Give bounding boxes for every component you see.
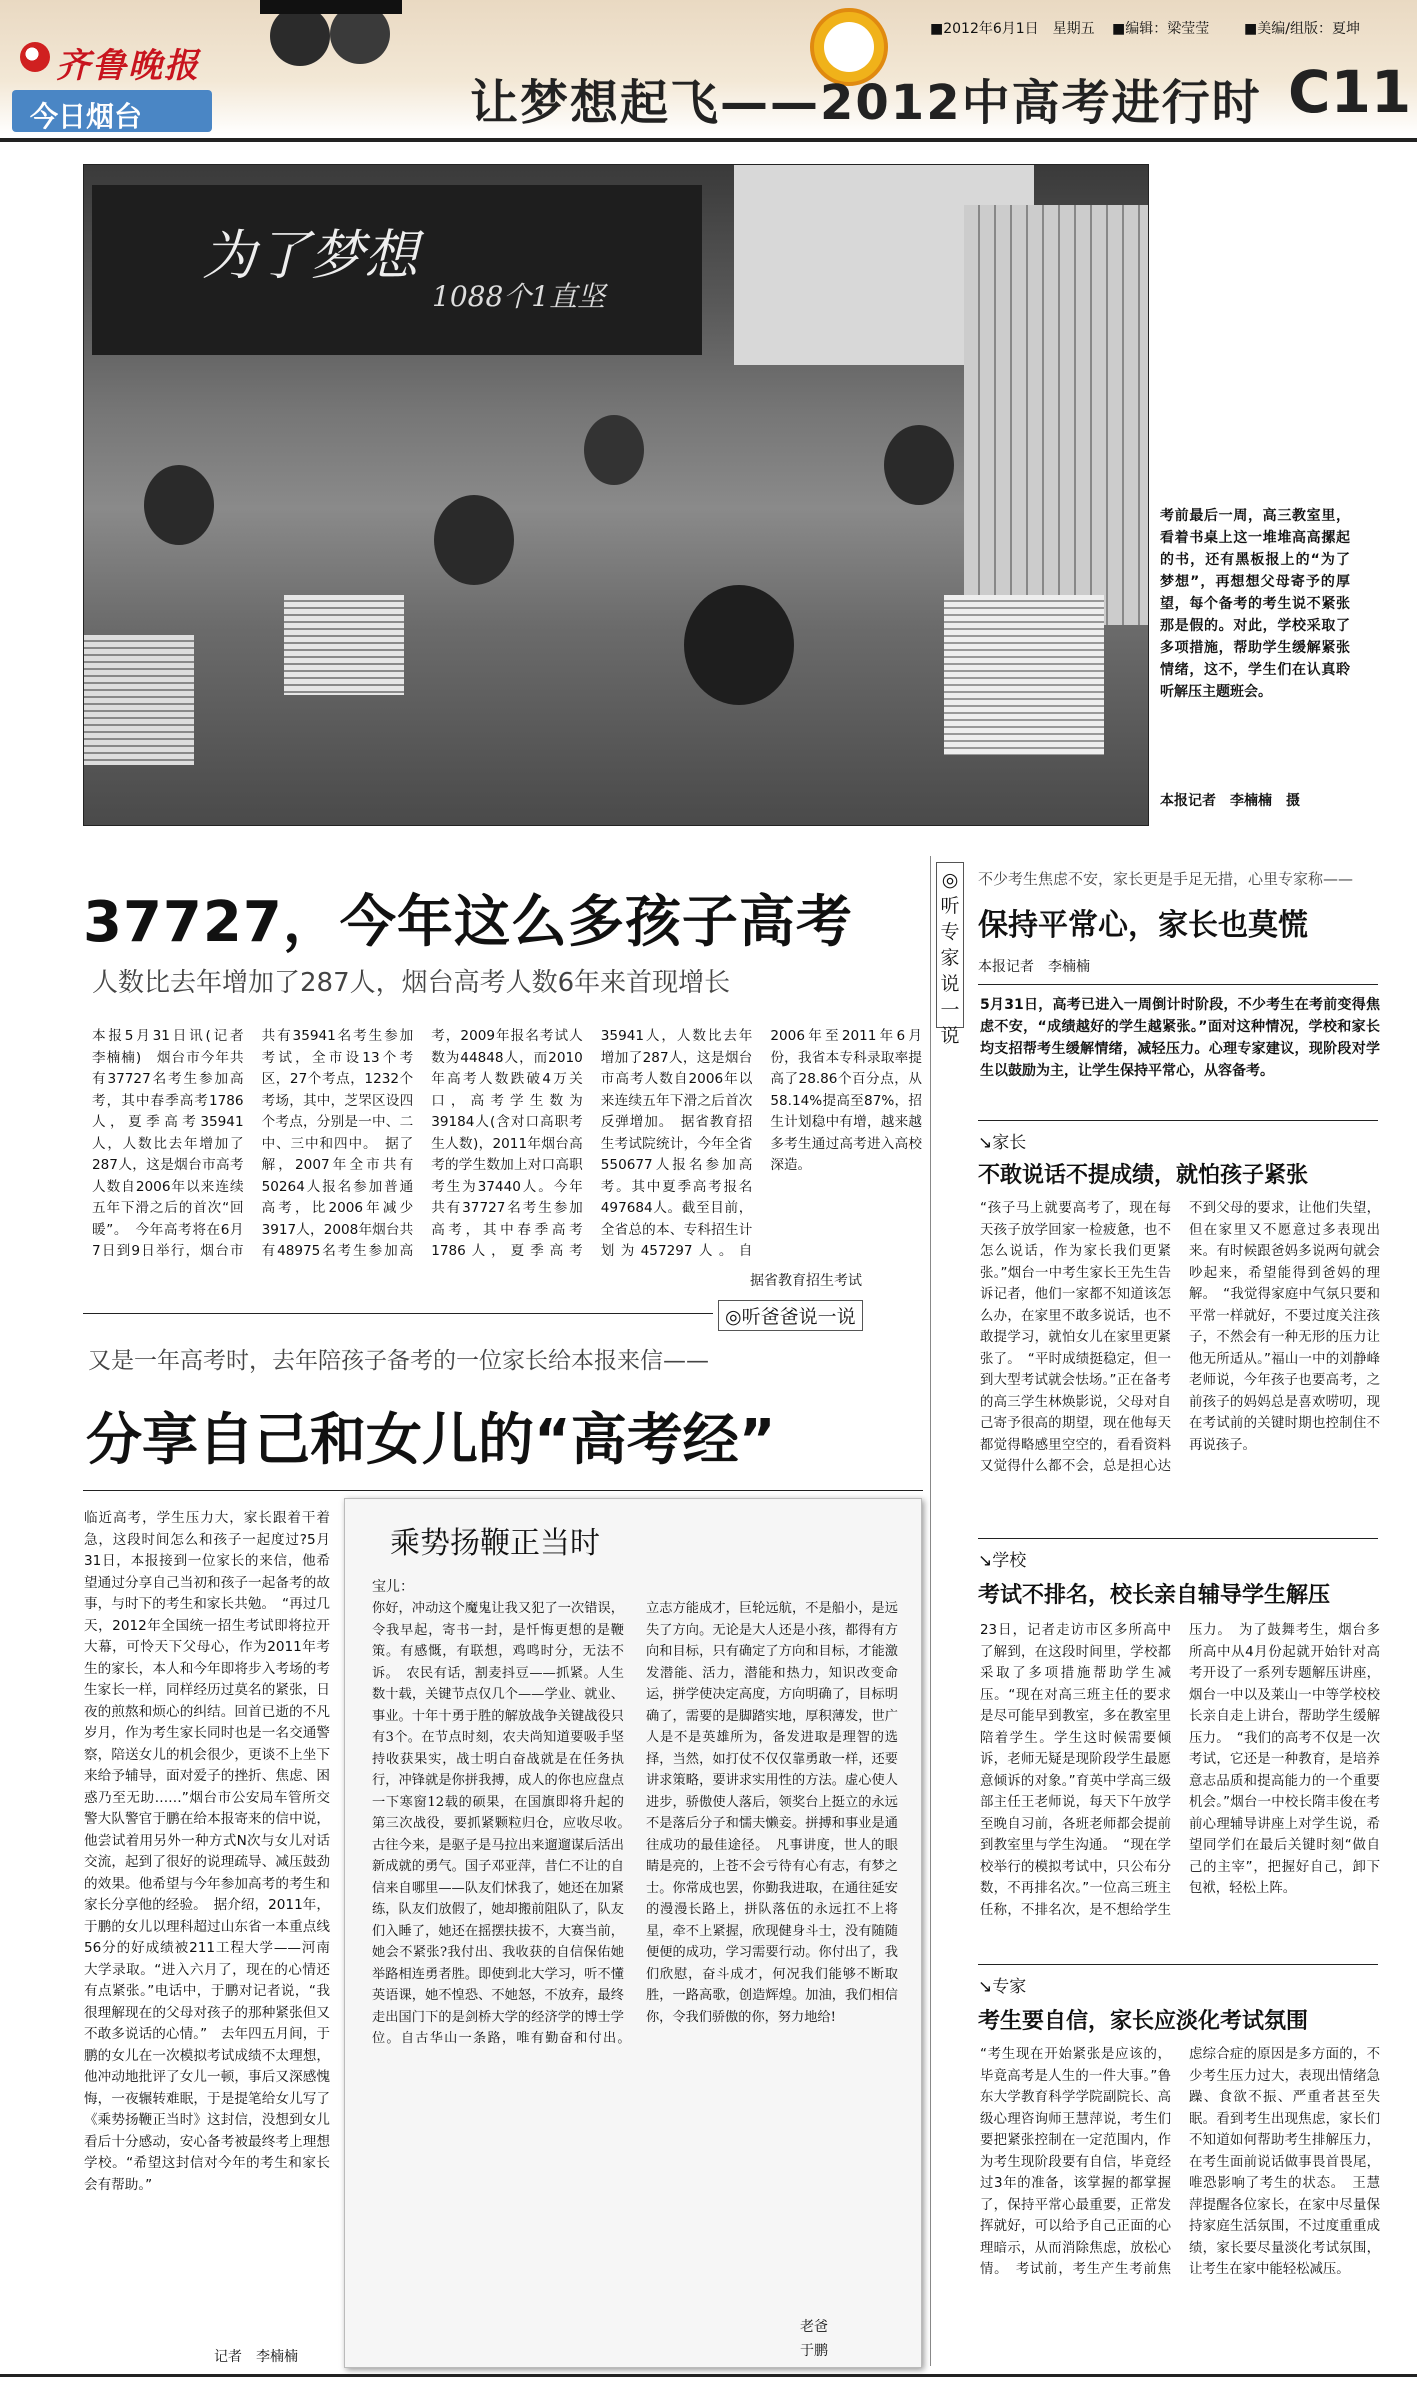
book-stack [284,595,404,695]
story2-title: 分享自己和女儿的“高考经” [86,1408,776,1473]
story1-body: 本报5月31日讯(记者 李楠楠) 烟台市今年共有37727名考生参加高考，其中春季高考1786人，夏季高考35941人，人数比去年增加了287人，这是烟台市高考人数自2006年以来连续五年下滑之后的首次“回暖”。 今年高考将在6月7日到9日举行，烟台市共有35941名考生参加考试，全市设13个考区，27个考点，1232个考场，其中，芝罘区设四个考点，分别是一中、二中、三中和四中。 据了解，2007年全市共有50264人报名参加普通高考，比2006年减少3917人，2008年烟台共有48975名考生参加高考，2009年报名考试人数为44848人，而2010年高考人数跌破4万关口，高考学生数为39184人(含对口高职考生人数)，2011年烟台高考的学生数加上对口高职考生为37440人。今年共有37727名考生参加高考，其中春季高考1786人，夏季高考35941人，人数比去年增加了287人，这是烟台市高考人数自2006年以来连续五年下滑之后首次反弹增加。 据省教育招生考试院统计，今年全省550677人报名参加高考。其中夏季高考报名497684人。截至目前，全省总的本、专科招生计划为457297人。自2006年至2011年6月份，我省本专科录取率提高了28.86个百分点，从58.14%提高至87%，招生计划稳中有增，越来越多考生通过高考进入高校深造。 [92,1028,922,1259]
sub3-body: “考生现在开始紧张是应该的，毕竟高考是人生的一件大事。”鲁东大学教育科学学院副院长、高级心理咨询师王慧萍说，考生们要把紧张控制在一定范围内，作为考生现阶段要有自信，毕竟经过3年的准备，该掌握的都掌握了，保持平常心最重要，正常发挥就好，可以给予自己正面的心理暗示，从而消除焦虑，放松心情。 考试前，考生产生考前焦虑综合症的原因是多方面的，不少考生压力过大，表现出情绪急躁、食欲不振、严重者甚至失眠。看到考生出现焦虑，家长们不知道如何帮助考生排解压力，在考生面前说话做事畏首畏尾，唯恐影响了考生的状态。 王慧萍提醒各位家长，在家中尽量保持家庭生活氛围，不过度重重成绩，家长要尽量淡化考试氛围，让考生在家中能轻松减压。 [980,2047,1380,2277]
blackboard [92,185,702,355]
header-rule [0,138,1417,142]
footer-rule [0,2374,1417,2377]
story3-byline: 本报记者 李楠楠 [978,959,1090,975]
column-tag-dad: ◎听爸爸说一说 [718,1300,863,1331]
meta-editor: ■编辑：梁莹莹 [1112,21,1210,37]
column-tag-expert: ◎听专家说一说 [936,862,964,1028]
newspaper-logo: 齐鲁晚报 [56,46,200,86]
story3-kicker: 不少考生焦虑不安，家长更是手足无措，心里专家称—— [978,870,1354,888]
sub1-body: “孩子马上就要高考了，现在每天孩子放学回家一检疲惫，也不怎么说话，作为家长我们更紧张。”烟台一中考生家长王先生告诉记者，他们一家都不知道该怎么办，在家里不敢多说话，也不敢提学习，就怕女儿在家里更紧张了。 “平时成绩挺稳定，但一到大型考试就会怯场。”正在备考的高三学生林焕影说，父母对自己寄予很高的期望，现在他每天都觉得略感里空空的，看看资料又觉得什么都不会，总是担心达不到父母的要求，让他们失望，但在家里又不愿意过多表现出来。有时候跟爸妈多说两句就会吵起来，希望能得到爸妈的理解。 “我觉得家庭中气氛只要和平常一样就好，不要过度关注孩子，不然会有一种无形的压力让他无所适从。”福山一中的刘静峰老师说，今年孩子也要高考，之前孩子的妈妈总是喜欢唠叨，现在考试前的关键时期也控制住不再说孩子。 [980,1201,1380,1474]
book-stack [944,595,1104,755]
story3-title: 保持平常心，家长也莫慌 [978,908,1308,943]
story1-credit: 据省教育招生考试 [750,1273,862,1289]
photo-credit: 本报记者 李楠楠 摄 [1160,793,1300,809]
page-number: C11 [1288,58,1412,126]
sub2-title: 考试不排名，校长亲自辅导学生解压 [978,1583,1331,1608]
story2-credit: 记者 李楠楠 [214,2349,298,2365]
letter-greeting: 宝儿： [372,1579,414,1595]
section-label: 今日烟台 [30,100,143,133]
meta-art: ■美编/组版：夏坤 [1244,21,1360,37]
letter-sign-2: 于鹏 [800,2343,828,2359]
story1-title: 37727，今年这么多孩子高考 [83,890,853,955]
window [964,205,1149,625]
sub1-rule [978,1538,1378,1539]
story3-lead: 5月31日，高考已进入一周倒计时阶段，不少考生在考前变得焦虑不安，“成绩越好的学生越紧张。”面对这种情况，学校和家长均支招帮考生缓解情绪，减轻压力。心理专家建议，现阶段对学生以鼓励为主，让学生保持平常心，从容备考。 [980,997,1380,1079]
story2-body: 临近高考，学生压力大，家长跟着干着急，这段时间怎么和孩子一起度过?5月31日，本报接到一位家长的来信，他希望通过分享自己当初和孩子一起备考的故事，与时下的考生和家长共勉。 “再过几天，2012年全国统一招生考试即将拉开大幕，可怜天下父母心，作为2011年考生的家长，本人和今年即将步入考场的考生家长一样，同样经历过莫名的紧张，日夜的煎熬和烦心的纠结。回首已逝的不凡岁月，作为考生家长同时也是一名交通警察，陪送女儿的机会很少，更谈不上坐下来给予辅导，面对爱子的挫折、焦虑、困惑乃至无助……”烟台市公安局车管所交警大队警官于鹏在给本报寄来的信中说，他尝试着用另外一种方式N次与女儿对话交流，起到了很好的说理疏导、减压鼓劲的效果。他希望与今年参加高考的考生和家长分享他的经验。 据介绍，2011年，于鹏的女儿以理科超过山东省一本重点线56分的好成绩被211工程大学——河南大学录取。“进入六月了，现在的心情还有点紧张。”电话中，于鹏对记者说，“我很理解现在的父母对孩子的那种紧张但又不敢多说话的心情。” 去年四五月间，于鹏的女儿在一次模拟考试成绩不太理想，他冲动地批评了女儿一顿，事后又深感愧悔，一夜辗转难眠，于是提笔给女儿写了《乘势扬鞭正当时》这封信，没想到女儿看后十分感动，安心备考被最终考上理想学校。“希望这封信对今年的考生和家长会有帮助。” [84,1510,330,2193]
classroom-photo [83,164,1149,826]
blackboard-text: 为了梦想 [202,224,418,287]
story1-subtitle: 人数比去年增加了287人，烟台高考人数6年来首现增长 [92,968,731,998]
story3-rule [978,984,1378,985]
story2-rule [83,1490,923,1491]
sub2-body: 23日，记者走访市区多所高中了解到，在这段时间里，学校都采取了多项措施帮助学生减压。“现在对高三班主任的要求是尽可能早到教室，多在教室里陪着学生。学生这时候需要倾诉，老师无疑是现阶段学生最愿意倾诉的对象。”育英中学高三级部主任王老师说，每天下午放学至晚自习前，各班老师都会提前到教室里与学生沟通。 “现在学校举行的模拟考试中，只公布分数，不再排名次。”一位高三班主任称，不排名次，是不想给学生压力。 为了鼓舞考生，烟台多所高中从4月份起就开始针对高考开设了一系列专题解压讲座，烟台一中以及莱山一中等学校校长亲自走上讲台，帮助学生缓解压力。 “我们的高考不仅是一次考试，它还是一种教育，是培养意志品质和提高能力的一个重要机会。”烟台一中校长隋丰俊在考前心理辅导讲座上对学生说，希望同学们在最后关键时刻“做自己的主宰”，把握好自己，卸下包袱，轻松上阵。 [980,1623,1380,1918]
logo-emblem-icon [20,42,50,72]
book-stack [84,635,194,765]
sub1-tag: ↘家长 [978,1133,1027,1153]
sub2-rule [978,1964,1378,1965]
sub3-title: 考生要自信，家长应淡化考试氛围 [978,2009,1309,2034]
sub3-tag: ↘专家 [978,1977,1027,1997]
banner-title: 让梦想起飞——2012中高考进行时 [470,75,1262,131]
letter-sign-1: 老爸 [800,2319,828,2335]
letter-title: 乘势扬鞭正当时 [390,1526,600,1561]
dad-rule [83,1313,713,1314]
graduates-graphic [230,0,410,100]
sub1-title: 不敢说话不提成绩，就怕孩子紧张 [978,1163,1309,1188]
blackboard-text-2: 1088个1直坚 [432,280,606,313]
story2-kicker: 又是一年高考时，去年陪孩子备考的一位家长给本报来信—— [88,1348,709,1374]
meta-date: ■2012年6月1日 星期五 [930,21,1095,37]
story3-rule-2 [978,1120,1378,1121]
column-divider [930,856,931,2366]
photo-caption: 考前最后一周，高三教室里，看着书桌上这一堆堆高高摞起的书，还有黑板报上的“为了梦想”，再想想父母寄予的厚望，每个备考的考生说不紧张那是假的。对此，学校采取了多项措施，帮助学生缓解紧张情绪，这不，学生们在认真聆听解压主题班会。 [1160,508,1350,700]
sub2-tag: ↘学校 [978,1551,1027,1571]
letter-body: 你好，冲动这个魔鬼让我又犯了一次错误，令我早起，寄书一封，是忏悔更想的是鞭策。有感慨，有联想，鸡鸣时分，无法不诉。 农民有话，割麦抖豆——抓紧。人生数十载，关键节点仅几个——学业、就业、事业。十年十勇于胜的解放战争关键战役只有3个。在节点时刻，农夫尚知道要吸手坚持收获果实，战士明白奋战就是在任务执行，冲锋就是你拼我搏，成人的你也应盘点一下寒窗12载的硕果，在国旗即将升起的第三次战役，要抓紧颗粒归仓，应收尽收。 古往今来，是驱子是马拉出来遛遛谋后活出新成就的勇气。国子邓亚萍，昔仁不让的自信来自哪里——队友们怵我了，她还在加紧练，队友们放假了，她却搬前阻队了，队友们入睡了，她还在摇摆扶拔不，大赛当前，她会不紧张?我付出、我收获的自信保佑她举路相连勇者胜。即使到北大学习，听不懂英语课，她不惶恐、不她怒，不放弃，最终走出国门下的是剑桥大学的经济学的博士学位。自古华山一条路，唯有勤奋和付出。 立志方能成才，巨轮远航，不是船小，是远失了方向。无论是大人还是小孩，都得有方向和目标，只有确定了方向和目标，才能激发潜能、活力，潜能和热力，知识改变命运，拼学使决定高度，方向明确了，目标明确了，需要的是脚踏实地，厚积薄发，世广人是不是英雄所为，备发进取是理智的选择，当然，如打仗不仅仅靠勇敢一样，还要讲求策略，要讲求实用性的方法。虚心使人进步，骄傲使人落后，领奖台上挺立的永远不是落后分子和懦夫懒妾。拼搏和事业是通往成功的最佳途径。 凡事讲度，世人的眼睛是亮的，上苍不会亏待有心有志，有梦之士。你常成也罢，你勤我进取，在通往延安的漫漫长路上，拼队落伍的永远扛不上将星，牵不上紧握，欣现健身斗士，没有随随便便的成功，学习需要行动。你付出了，我们欣慰，奋斗成才，何况我们能够不断取胜，一路高歌，创造辉煌。加油，我们相信你，令我们骄傲的你，努力地给! [372,1601,898,2046]
